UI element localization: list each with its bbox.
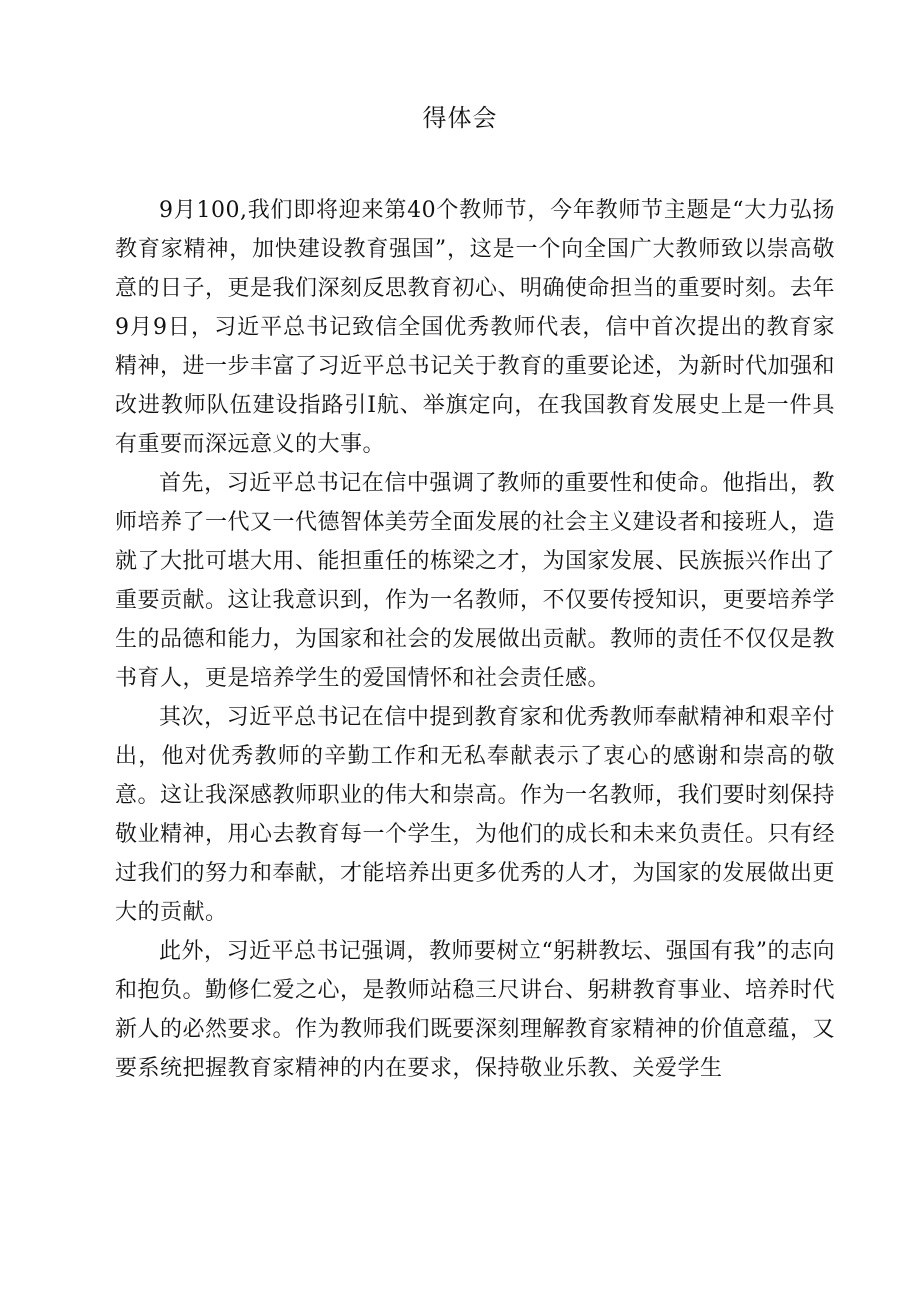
document-title: 得体会 <box>422 104 498 132</box>
paragraph-4: 此外，习近平总书记强调，教师要树立“躬耕教坛、强国有我”的志向和抱负。勤修仁爱之心，是教师站稳三尺讲台、躬耕教育事业、培养时代新人的必然要求。作为教师我们既要深刻理解教育家精神的价值意蕴，又要系统把握教育家精神的内在要求，保持敬业乐教、关爱学生 <box>115 939 836 1081</box>
paragraph-1: 9月100,我们即将迎来第40个教师节，今年教师节主题是“大力弘扬教育家精神，加快建设教育强国”，这是一个向全国广大教师致以崇高敬意的日子，更是我们深刻反思教育初心、明确使命担当的重要时刻。去年9月9日，习近平总书记致信全国优秀教师代表，信中首次提出的教育家精神，进一步丰富了习近平总书记关于教育的重要论述，为新时代加强和改进教师队伍建设指路引I航、举旗定向，在我国教育发展史上是一件具有重要而深远意义的大事。 <box>115 198 836 457</box>
paragraph-3: 其次，习近平总书记在信中提到教育家和优秀教师奉献精神和艰辛付出，他对优秀教师的辛勤工作和无私奉献表示了衷心的感谢和崇高的敬意。这让我深感教师职业的伟大和崇高。作为一名教师，我们要时刻保持敬业精神，用心去教育每一个学生，为他们的成长和未来负责任。只有经过我们的努力和奉献，才能培养出更多优秀的人才，为国家的发展做出更大的贡献。 <box>115 705 836 925</box>
document-body <box>115 191 835 1088</box>
paragraph-2: 首先，习近平总书记在信中强调了教师的重要性和使命。他指出，教师培养了一代又一代德智体美劳全面发展的社会主义建设者和接班人，造就了大批可堪大用、能担重任的栋梁之才，为国家发展、民族振兴作出了重要贡献。这让我意识到，作为一名教师，不仅要传授知识，更要培养学生的品德和能力，为国家和社会的发展做出贡献。教师的责任不仅仅是教书育人，更是培养学生的爱国情怀和社会责任感。 <box>115 471 836 691</box>
